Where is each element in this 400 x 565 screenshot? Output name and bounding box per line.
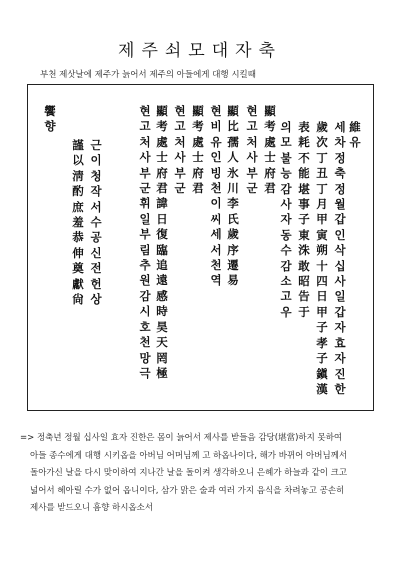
- column-char: 四: [316, 274, 328, 289]
- column-char: 考: [156, 119, 168, 134]
- column-char: 處: [192, 134, 204, 149]
- translation-note: [20, 430, 382, 518]
- column-char: 歲: [227, 227, 239, 242]
- column-char: 현: [210, 104, 222, 118]
- column-char: 수: [90, 215, 102, 230]
- column-char: 易: [227, 273, 239, 288]
- page-title: 제주쇠모대자축: [118, 41, 282, 61]
- column-char: 洙: [298, 243, 310, 258]
- column-char: 以: [72, 153, 84, 168]
- column-char: 천: [139, 335, 151, 350]
- column-char: 甲: [316, 212, 328, 227]
- column-char: 축: [334, 166, 346, 181]
- column-char: 府: [264, 165, 276, 180]
- column-char: 상: [90, 292, 102, 307]
- column-char: 월: [334, 197, 346, 212]
- column-char: 진: [334, 366, 346, 381]
- column-char: 세: [210, 227, 222, 242]
- column-char: 告: [298, 289, 310, 304]
- column-char: 고: [139, 119, 151, 134]
- text-column: [245, 104, 259, 196]
- column-char: 군: [139, 181, 151, 196]
- note-line: 넓어서 헤아릴 수가 없어 옵니이다, 삼가 맑은 술과 여러 가지 음식을 차려놓고 공손히: [30, 485, 345, 496]
- column-char: 君: [264, 181, 276, 196]
- column-char: 차: [334, 135, 346, 150]
- text-column: [209, 104, 223, 289]
- text-column: [279, 120, 293, 320]
- column-char: 遷: [227, 258, 239, 273]
- column-char: 比: [227, 119, 239, 134]
- column-char: 歲: [316, 120, 328, 134]
- note-line: 돌아가신 날을 다시 맞이하여 지나간 날을 돌이켜 생각하오니 은혜가 하늘과 같이 크고: [30, 468, 348, 478]
- column-char: 향: [44, 119, 56, 134]
- column-char: 子: [316, 351, 328, 366]
- note-line: 아들 종수에게 대행 시키옵을 아버님 어머님께 고 하옵나이다, 해가 바뀌어 아버님께서: [30, 450, 348, 461]
- column-char: 군: [246, 181, 258, 196]
- column-char: 顯: [264, 104, 276, 118]
- text-column: [226, 104, 240, 289]
- column-char: 자: [334, 320, 346, 335]
- column-char: 丑: [316, 166, 328, 181]
- column-char: 士: [264, 150, 276, 165]
- column-char: 의: [280, 120, 292, 134]
- column-char: 漢: [316, 381, 328, 396]
- column-char: 처: [246, 134, 258, 149]
- column-char: 表: [298, 120, 310, 134]
- column-char: 갑: [334, 304, 346, 319]
- column-char: 羞: [72, 215, 84, 230]
- column-char: 부: [246, 165, 258, 180]
- column-char: 망: [139, 350, 151, 365]
- column-char: 府: [156, 165, 168, 180]
- column-char: 甲: [316, 304, 328, 319]
- text-column: [71, 138, 85, 307]
- column-char: 能: [298, 166, 310, 181]
- column-char: 수: [280, 243, 292, 258]
- column-char: 氏: [227, 211, 239, 226]
- note-line: => 정축년 정월 십사일 효자 진한은 몸이 늙어서 제사를 받들음 감당(堪當)하지 못하여: [20, 433, 343, 443]
- column-char: 耗: [298, 135, 310, 150]
- column-char: 諱: [156, 196, 168, 211]
- text-column: [263, 104, 277, 196]
- column-char: 사: [174, 150, 186, 165]
- column-char: 尙: [72, 292, 84, 307]
- column-char: 동: [280, 227, 292, 242]
- column-char: 寅: [316, 227, 328, 242]
- column-char: 삭: [334, 243, 346, 258]
- column-char: 顯: [156, 104, 168, 118]
- column-char: 십: [334, 258, 346, 273]
- column-char: 빙: [210, 165, 222, 180]
- text-column: [315, 120, 329, 397]
- column-char: 군: [174, 181, 186, 196]
- column-char: 恭: [72, 230, 84, 245]
- column-char: 人: [227, 150, 239, 165]
- column-char: 작: [90, 184, 102, 199]
- column-char: 次: [316, 135, 328, 150]
- column-char: 추: [139, 258, 151, 273]
- column-char: 갑: [334, 212, 346, 227]
- column-char: 維: [349, 120, 361, 134]
- column-char: 공: [90, 230, 102, 245]
- column-char: 역: [210, 273, 222, 288]
- column-char: 丁: [316, 150, 328, 165]
- column-char: 時: [156, 304, 168, 319]
- column-char: 東: [298, 227, 310, 242]
- column-char: 현: [246, 104, 258, 118]
- column-char: 일: [139, 211, 151, 226]
- column-char: 士: [192, 150, 204, 165]
- column-char: 고: [246, 119, 258, 134]
- column-char: 月: [316, 197, 328, 212]
- column-char: 奠: [72, 261, 84, 276]
- column-char: 사: [280, 197, 292, 212]
- column-char: 한: [334, 381, 346, 396]
- column-char: 자: [334, 351, 346, 366]
- column-char: 考: [264, 119, 276, 134]
- column-char: 부: [139, 227, 151, 242]
- column-char: 獻: [72, 276, 84, 291]
- column-char: 극: [139, 365, 151, 380]
- column-char: 사: [334, 274, 346, 289]
- column-char: 우: [280, 304, 292, 319]
- column-char: 顯: [192, 104, 204, 118]
- column-char: 이: [210, 196, 222, 211]
- column-char: 전: [90, 261, 102, 276]
- column-char: 饗: [44, 104, 56, 118]
- page-subtitle: 부천 제삿날에 제주가 늙어서 제주의 아들에게 대행 시킬때: [40, 70, 256, 80]
- column-char: 君: [156, 181, 168, 196]
- column-char: 호: [139, 319, 151, 334]
- text-column: [155, 104, 169, 381]
- column-char: 감: [280, 258, 292, 273]
- text-column: [173, 104, 187, 196]
- column-char: 자: [280, 212, 292, 227]
- column-char: 원: [139, 273, 151, 288]
- column-char: 세: [334, 120, 346, 134]
- column-char: 청: [90, 168, 102, 183]
- column-char: 日: [156, 211, 168, 226]
- column-char: 臨: [156, 242, 168, 257]
- column-char: 感: [156, 288, 168, 303]
- column-char: 追: [156, 258, 168, 273]
- column-char: 부: [174, 165, 186, 180]
- column-char: 천: [210, 258, 222, 273]
- column-char: 유: [349, 135, 361, 150]
- column-char: 모: [280, 135, 292, 150]
- column-char: 士: [156, 150, 168, 165]
- column-char: 顯: [227, 104, 239, 118]
- column-char: 정: [334, 150, 346, 165]
- column-char: 고: [174, 119, 186, 134]
- text-column: [89, 138, 103, 307]
- column-char: 丁: [316, 181, 328, 196]
- column-char: 사: [246, 150, 258, 165]
- column-char: 川: [227, 181, 239, 196]
- column-char: 이: [90, 153, 102, 168]
- column-char: 천: [210, 181, 222, 196]
- column-char: 孺: [227, 134, 239, 149]
- column-char: 시: [139, 304, 151, 319]
- column-char: 序: [227, 242, 239, 257]
- column-char: 鎭: [316, 366, 328, 381]
- column-char: 子: [316, 320, 328, 335]
- column-char: 酌: [72, 184, 84, 199]
- column-char: 庶: [72, 199, 84, 214]
- column-char: 考: [192, 119, 204, 134]
- column-char: 감: [280, 181, 292, 196]
- column-char: 근: [90, 138, 102, 152]
- column-char: 처: [174, 134, 186, 149]
- column-char: 處: [156, 134, 168, 149]
- column-char: 罔: [156, 350, 168, 365]
- column-char: 謹: [72, 138, 84, 152]
- column-char: 부: [139, 165, 151, 180]
- text-column: [191, 104, 205, 196]
- column-char: 림: [139, 242, 151, 257]
- column-char: 인: [334, 227, 346, 242]
- column-char: 감: [139, 288, 151, 303]
- column-char: 君: [192, 181, 204, 196]
- column-char: 휘: [139, 196, 151, 211]
- text-column: [43, 104, 57, 135]
- column-char: 遠: [156, 273, 168, 288]
- column-char: 처: [139, 134, 151, 149]
- column-char: 復: [156, 227, 168, 242]
- column-char: 일: [334, 289, 346, 304]
- column-char: 비: [210, 119, 222, 134]
- column-char: 불: [280, 150, 292, 165]
- column-char: 고: [280, 289, 292, 304]
- column-char: 李: [227, 196, 239, 211]
- column-char: 정: [334, 181, 346, 196]
- text-column: [297, 120, 311, 320]
- column-char: 伸: [72, 245, 84, 260]
- column-char: 사: [139, 150, 151, 165]
- note-line: 제사를 받드오니 흠향 하시옵소서: [30, 503, 154, 513]
- column-char: 于: [298, 304, 310, 319]
- column-char: 유: [210, 134, 222, 149]
- column-char: 朔: [316, 243, 328, 258]
- column-char: 敢: [298, 258, 310, 273]
- column-char: 子: [298, 212, 310, 227]
- column-char: 서: [90, 199, 102, 214]
- text-column: [333, 120, 347, 397]
- column-char: 서: [210, 242, 222, 257]
- column-char: 日: [316, 289, 328, 304]
- column-char: 十: [316, 258, 328, 273]
- column-char: 인: [210, 150, 222, 165]
- column-char: 씨: [210, 211, 222, 226]
- column-char: 현: [139, 104, 151, 118]
- column-char: 天: [156, 335, 168, 350]
- column-char: 府: [192, 165, 204, 180]
- column-char: 堪: [298, 181, 310, 196]
- column-char: 極: [156, 365, 168, 380]
- column-char: 昭: [298, 274, 310, 289]
- column-char: 능: [280, 166, 292, 181]
- text-column: [348, 120, 362, 151]
- column-char: 處: [264, 134, 276, 149]
- column-char: 헌: [90, 276, 102, 291]
- text-column: [138, 104, 152, 381]
- column-char: 효: [334, 335, 346, 350]
- column-char: 淸: [72, 168, 84, 183]
- column-char: 事: [298, 197, 310, 212]
- column-char: 孝: [316, 335, 328, 350]
- column-char: 현: [174, 104, 186, 118]
- column-char: 氷: [227, 165, 239, 180]
- column-char: 소: [280, 274, 292, 289]
- column-char: 不: [298, 150, 310, 165]
- column-char: 신: [90, 245, 102, 260]
- column-char: 昊: [156, 319, 168, 334]
